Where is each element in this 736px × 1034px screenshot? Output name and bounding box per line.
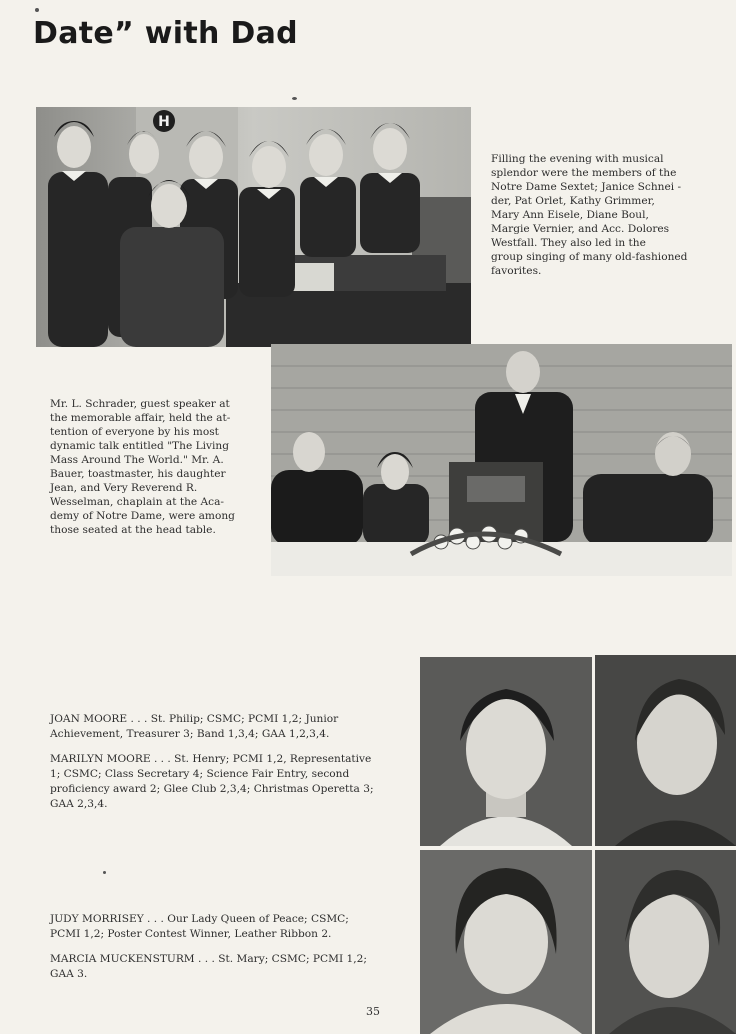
caption-line: Westfall. They also led in the [491,237,646,249]
sextet-photo [36,107,471,347]
portrait-joan-moore [420,657,592,846]
bio-line: MARCIA MUCKENSTURM . . . St. Mary; CSMC; PCMI 1,2; [50,953,367,965]
speaker-caption [50,397,260,537]
portrait-marilyn-moore [595,655,736,846]
bio-block-morrisey [50,912,402,992]
head-table-photo [271,344,732,576]
bio-line: JUDY MORRISEY . . . Our Lady Queen of Peace; CSMC; [50,913,349,925]
bio-line: GAA 2,3,4. [50,798,108,810]
bio-block-moore [50,712,402,822]
page-number: 35 [366,1005,380,1018]
bio-marilyn-moore [50,752,402,812]
caption-line: Notre Dame Sextet; Janice Schnei - [491,181,682,193]
bio-line: proficiency award 2; Glee Club 2,3,4; Christmas Operetta 3; [50,783,374,795]
caption-line: der, Pat Orlet, Kathy Grimmer, [491,195,655,207]
bio-judy-morrisey [50,912,402,942]
caption-line: Mass Around The World." Mr. A. [50,454,224,466]
caption-line: Jean, and Very Reverend R. [50,482,198,494]
print-speck [103,871,106,874]
bio-line: Achievement, Treasurer 3; Band 1,3,4; GAA 1,2,3,4. [50,728,330,740]
caption-line: splendor were the members of the [491,167,677,179]
bio-line: 1; CSMC; Class Secretary 4; Science Fair Entry, second [50,768,350,780]
portrait-marcia-muckensturm [595,850,736,1034]
caption-line: favorites. [491,265,542,277]
caption-line: Margie Vernier, and Acc. Dolores [491,223,670,235]
caption-line: tention of everyone by his most [50,426,219,438]
caption-line: group singing of many old-fashioned [491,251,688,263]
caption-line: Mr. L. Schrader, guest speaker at [50,398,230,410]
caption-line: demy of Notre Dame, were among [50,510,235,522]
bio-line: PCMI 1,2; Poster Contest Winner, Leather Ribbon 2. [50,928,332,940]
caption-line: Bauer, toastmaster, his daughter [50,468,226,480]
caption-line: the memorable affair, held the at- [50,412,231,424]
bio-line: MARILYN MOORE . . . St. Henry; PCMI 1,2, Representative [50,753,372,765]
caption-line: Wesselman, chaplain at the Aca- [50,496,225,508]
badge-letter: H [158,114,170,130]
caption-line: Filling the evening with musical [491,153,664,165]
print-speck [292,97,297,100]
sextet-caption [491,152,721,278]
caption-line: Mary Ann Eisele, Diane Boul, [491,209,649,221]
caption-line: those seated at the head table. [50,524,216,536]
bio-line: GAA 3. [50,968,88,980]
bio-joan-moore [50,712,402,742]
portrait-judy-morrisey [420,850,592,1034]
print-speck [35,8,39,12]
caption-line: dynamic talk entitled "The Living [50,440,229,452]
page-title: Date” with Dad [33,16,298,51]
bio-line: JOAN MOORE . . . St. Philip; CSMC; PCMI 1,2; Junior [50,713,339,725]
bio-marcia-muckensturm [50,952,402,982]
